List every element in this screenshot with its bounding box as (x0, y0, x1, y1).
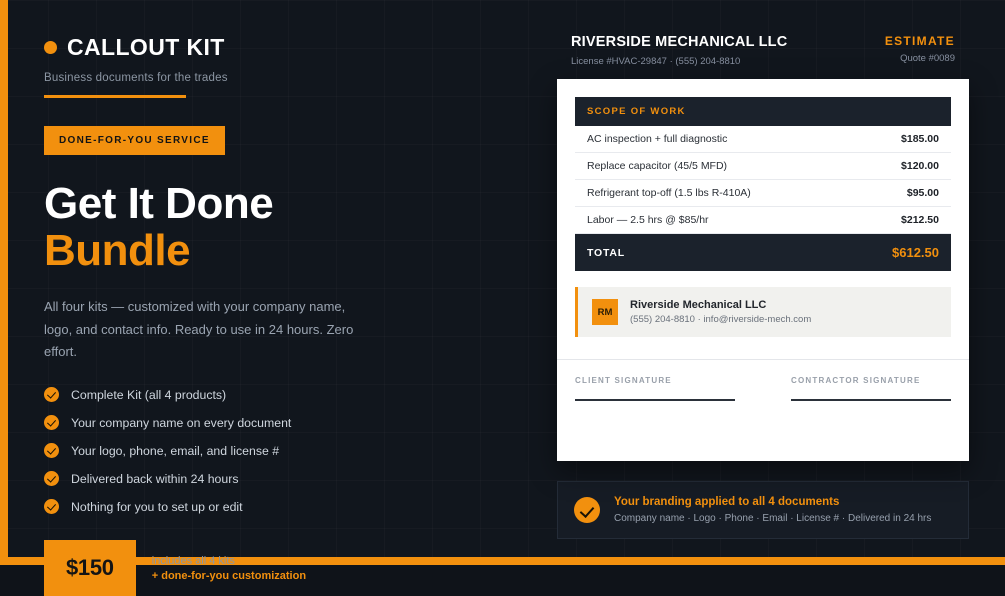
total-row (575, 234, 951, 271)
list-item (44, 471, 514, 486)
contact-name: Riverside Mechanical LLC (630, 299, 767, 311)
check-circle-icon (44, 443, 59, 458)
list-item-label: Complete Kit (all 4 products) (71, 387, 227, 402)
document-company-block (571, 34, 787, 67)
list-item-label: Nothing for you to set up or edit (71, 499, 243, 514)
service-badge: DONE-FOR-YOU SERVICE (44, 126, 225, 155)
brand-subtitle: Business documents for the trades (44, 72, 228, 84)
table-row (575, 153, 951, 180)
check-circle-icon (44, 471, 59, 486)
contractor-signature-label: CONTRACTOR SIGNATURE (791, 376, 921, 385)
branding-footer-title: Your branding applied to all 4 documents (614, 496, 840, 508)
document-preview-panel (557, 34, 969, 539)
client-signature-label: CLIENT SIGNATURE (575, 376, 672, 385)
list-item-label: Your logo, phone, email, and license # (71, 443, 280, 458)
line-item-description: Replace capacitor (45/5 MFD) (587, 160, 728, 172)
list-item (44, 387, 514, 402)
headline-line-2: Bundle (44, 226, 191, 276)
line-item-description: Refrigerant top-off (1.5 lbs R-410A) (587, 187, 751, 199)
headline-line-1: Get It Done (44, 179, 274, 228)
hero-description: All four kits — customized with your company name, logo, and contact info. Ready to use in 24 hours. Zero effort. (44, 299, 354, 359)
check-circle-icon (44, 415, 59, 430)
page-title (44, 180, 514, 274)
brand-underline (44, 95, 186, 98)
client-signature-line (575, 399, 735, 401)
document-company-meta: License #HVAC-29847 · (555) 204-8810 (571, 56, 741, 67)
price-notes (152, 555, 306, 582)
document-header (557, 34, 969, 79)
client-signature-block (575, 376, 735, 401)
price-note-includes: includes all 4 kits (151, 554, 235, 567)
price-amount: $150 (44, 540, 136, 596)
document-company-name: RIVERSIDE MECHANICAL LLC (571, 34, 788, 50)
price-note-customization: + done-for-you customization (151, 569, 307, 582)
signature-section (557, 359, 969, 401)
brand-header (44, 34, 514, 61)
estimate-document-card (557, 79, 969, 461)
contact-text (630, 299, 811, 325)
table-row (575, 180, 951, 207)
document-type-label: ESTIMATE (884, 34, 955, 48)
brand-dot-icon (44, 41, 57, 54)
scope-header: SCOPE OF WORK (575, 97, 951, 126)
feature-checklist (44, 387, 514, 514)
line-item-description: AC inspection + full diagnostic (587, 133, 728, 145)
branding-footer-text (614, 496, 931, 524)
left-accent-rail (0, 0, 8, 565)
pricing-row (44, 540, 514, 596)
line-item-amount: $185.00 (901, 133, 939, 145)
total-value: $612.50 (892, 245, 939, 260)
branding-footer-subtitle: Company name · Logo · Phone · Email · License # · Delivered in 24 hrs (614, 513, 932, 524)
scope-section (557, 79, 969, 271)
document-quote-number: Quote #0089 (900, 53, 955, 64)
brand-title: CALLOUT KIT (67, 34, 225, 60)
line-item-description: Labor — 2.5 hrs @ $85/hr (587, 214, 709, 226)
list-item (44, 499, 514, 514)
line-item-amount: $212.50 (901, 214, 939, 226)
check-circle-icon (574, 497, 600, 523)
list-item (44, 415, 514, 430)
list-item (44, 443, 514, 458)
contractor-signature-line (791, 399, 951, 401)
line-item-amount: $120.00 (901, 160, 939, 172)
check-circle-icon (44, 499, 59, 514)
branding-footer-card (557, 481, 969, 539)
contractor-signature-block (791, 376, 951, 401)
marketing-panel (44, 34, 514, 596)
document-type-block (885, 34, 955, 64)
line-item-amount: $95.00 (906, 187, 939, 199)
contact-card (575, 287, 951, 337)
list-item-label: Delivered back within 24 hours (71, 471, 239, 486)
table-row (575, 207, 951, 234)
contact-details: (555) 204-8810 · info@riverside-mech.com (630, 314, 812, 325)
avatar: RM (592, 299, 618, 325)
table-row (575, 126, 951, 153)
total-label: TOTAL (587, 246, 626, 259)
list-item-label: Your company name on every document (71, 415, 292, 430)
check-circle-icon (44, 387, 59, 402)
